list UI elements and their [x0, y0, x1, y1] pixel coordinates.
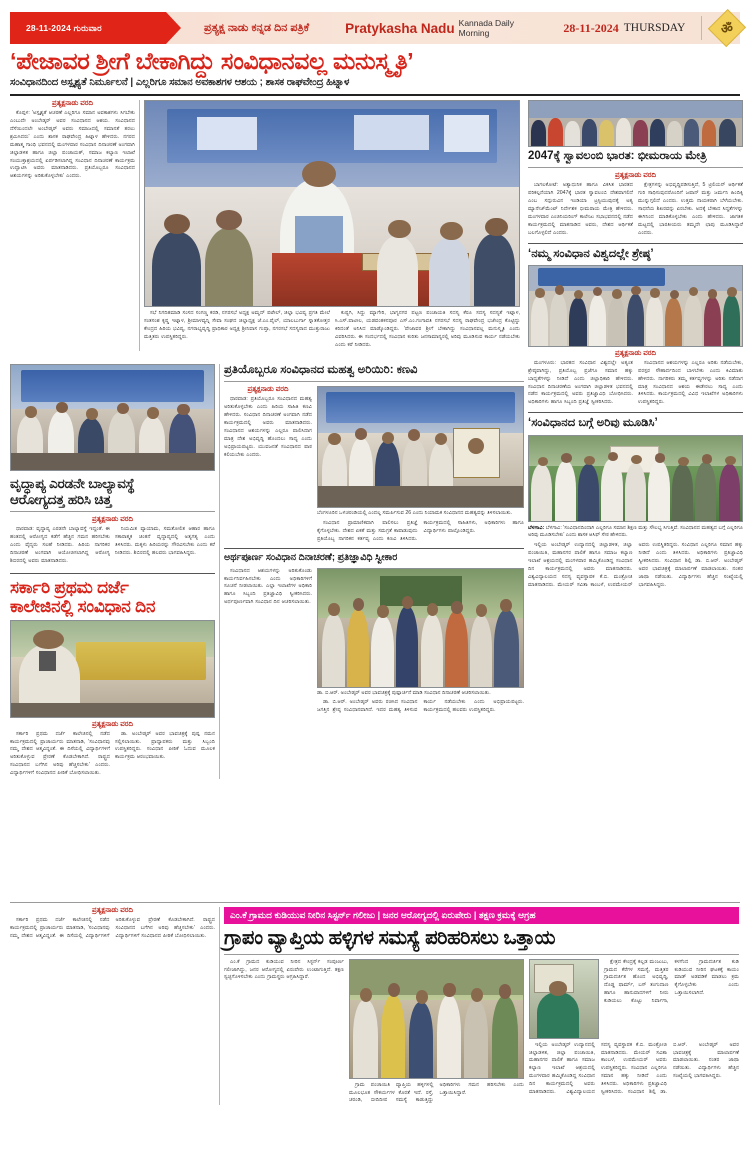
column-rule	[219, 364, 220, 779]
photo-officials-line	[528, 265, 743, 347]
paragraph: ಬಾಗಲಕೋಟೆ: ಅತ್ಯಾಧುನಿಕ ಹಾಗೂ ವಿಕಸಿತ ಭಾರತದ ಪರಿಕಲ್ಪನೆಯಾಗಿ 2047ಕ್ಕೆ ಭಾರತ ಸ್ವಾವಲಂಬಿ ದೇಶವಾಗಲಿದೆ ಎಂಬ ಸದ್ಗುರುವಿನ ಇಂಡಿಯಾ ಟ್ರಸ್ಟಿಯುವುದಕ್ಕೆ ಅತ್ಯ ಮ್ಯಾನೇಜ್‌ಮೆಂಟ್ ನಿರ್ದೇಶಕ ಭೀಮರಾಯ ಮೇತ್ರಿ ಹೇಳಿದರು. ಮಂಗಳವಾರ ಎಂಜಿನಿಯರಿಂಗ್ ಕಾಲೇಜು ಸಭಾಭವನದಲ್ಲಿ ನಡೆದ ಕಾರ್ಯಕ್ರಮದಲ್ಲಿ ಮಾತನಾಡಿದ ಅವರು, ದೇಶದ ಆರ್ಥಿಕತೆ ಬಲಗೊಳ್ಳಲಿದೆ ಎಂದರು.	[528, 182, 633, 236]
divider-thin	[10, 902, 740, 903]
divider-thin	[528, 167, 743, 168]
paragraph: ಕ್ಷೇತ್ರದ ಕೇಂದ್ರಕ್ಕೆ ಕಲ್ಲಡ ಮಂಜುಬು, ಗ್ರಾಮದ ಕೆರೆಗಳ ಸಮಸ್ಯೆ, ಮತ್ತಿತರ ಗ್ರಾಮದರ್ಜಿತ ಹೊಂದ ಅಭಿವೃದ್ಧಿ, ದೊಡ್ಡ ಫಾರ್ಮ್, ಬಸ್ ತಂಗುದಾಣ ಹಾಗೂ ಹಾನುವಾದಗಳಿಗೆ ನೀರು ಕುಡಿಯಲು ಕೊಟ್ಟು ನಿರ್ವಾಗಾ, ಕಳಗೆಂದ ಗ್ರಾಮದರ್ಜಿತ ಕುಡಿ ಕುಡಿಯುವ ನೀರಿನ ಘಟಕಕ್ಕೆ ಕಾಯಂ ಮಾಡ್ ಅಡವಡಿಕೆ ಮಾಡಲು ಕ್ರಮ ಕೈಗೊಳ್ಳಬೇಕು ಎಂದು ಒತ್ತಾಯಿಸಲಾಗಿದೆ.	[604, 958, 739, 1005]
paragraph: ಧಾರವಾಡ: ಪ್ರತಿಯೊಬ್ಬರೂ ಸಂವಿಧಾನದ ಮಹತ್ವ ಅರಿತುಕೊಳ್ಳಬೇಕು ಎಂದು ಹಿರಿಯ ಸಾಹಿತಿ ಕಣವಿ ಹೇಳಿದರು. ಸಂವಿಧಾನ ದಿನಾಚರಣೆ ಅಂಗವಾಗಿ ನಡೆದ ಕಾರ್ಯಕ್ರಮದಲ್ಲಿ ಅವರು ಮಾತನಾಡಿದರು. ಸಂವಿಧಾನದ ಆಶಯಗಳನ್ನು ಎಲ್ಲರೂ ಪಾಲಿಸಿದಾಗ ಮಾತ್ರ ದೇಶ ಅಭಿವೃದ್ಧಿ ಹೊಂದಲು ಸಾಧ್ಯ ಎಂದು ಅಭಿಪ್ರಾಯಪಟ್ಟರು. ಯುವಜನತೆ ಸಂವಿಧಾನದ ಪಾಠ ಕಲಿಯಬೇಕು ಎಂದರು.	[224, 396, 312, 458]
photo-dais-felicitation	[10, 364, 215, 471]
bottom-body-3	[604, 959, 739, 1006]
paragraph: ಸಂವಿಧಾನದ ಆಶಯಗಳನ್ನು ಅರಿತುಕೊಂಡು ಕಾರ್ಯನಿರ್ವಹಿಸಬೇಕು ಎಂದು ಅಧಿಕಾರಿಗಳಿಗೆ ಸೂಚನೆ ನೀಡಲಾಯಿತು. ಎಲ್ಲಾ ಇಲಾಖೆಗಳ ಅಧಿಕಾರಿ ಹಾಗೂ ಸಿಬ್ಬಂದಿ ಪ್ರತಿಜ್ಞಾವಿಧಿ ಸ್ವೀಕರಿಸಿದರು. ಅರ್ಥಪೂರ್ಣವಾಗಿ ಸಂವಿಧಾನ ದಿನ ಆಚರಿಸಲಾಯಿತು.	[224, 567, 312, 606]
center-column	[224, 364, 524, 779]
lead-body-3	[335, 310, 520, 350]
byline: ಪ್ರತ್ಯಕ್ಷನಾಡು ವರದಿ	[247, 386, 289, 394]
masthead-kannada-tagline: ಪ್ರತ್ಯಕ್ಷ ನಾಡು ಕನ್ನಡ ದಿನ ಪತ್ರಿಕೆ	[204, 21, 310, 34]
left-column	[10, 364, 215, 779]
byline: ಪ್ರತ್ಯಕ್ಷನಾಡು ವರದಿ	[92, 720, 133, 728]
lead-subheadline: ಸಂವಿಧಾನದಿಂದ ಅಸ್ಪೃಶ್ಯತೆ ನಿರ್ಮೂಲನೆ | ಎಲ್ಲರಿಗೂ ಸಮಾನ ಅವಕಾಶಗಳ ಆಶಯ ; ಶಾಸಕ ರಾಘವೇಂದ್ರ ಹಿಟ್ನಾಳ	[10, 77, 350, 89]
middle-section	[10, 364, 525, 779]
paragraph: ಧಾರವಾಡ: ವೃದ್ಧಾಪ್ಯ ಎರಡನೇ ಬಾಲ್ಯಾವಸ್ಥೆ ಇದ್ದಂತೆ. ಈ ಹಂತದಲ್ಲಿ ಆರೋಗ್ಯದ ಕಡೆಗೆ ಹೆಚ್ಚಿನ ಗಮನ ಹರಿಸಬೇಕು ಎಂದು ವೈದ್ಯರು ಸಲಹೆ ನೀಡಿದರು. ಹಿರಿಯ ನಾಗರಿಕರ ದಿನಾಚರಣೆ ಅಂಗವಾಗಿ ಆಯೋಜಿಸಲಾಗಿದ್ದ ಆರೋಗ್ಯ ಶಿಬಿರದಲ್ಲಿ ಅವರು ಮಾತನಾಡಿದರು.	[10, 526, 110, 564]
story-oldage-headline-line2: ಆರೋಗ್ಯದತ್ತ ಹರಿಸಿ ಚಿತ್ತ	[10, 491, 112, 507]
paragraph: ಇಲ್ಲಿಯ ಅಂಬೇಡ್ಕರ್ ಉದ್ಯಾನದಲ್ಲಿ ಜಿಲ್ಲಾಡಳಿತ, ಜಿಲ್ಲಾ ಪಂಚಾಯಿತಿ, ಮಹಾನಗರ ಪಾಲಿಕೆ ಹಾಗೂ ಸಮಾಜ ಕಲ್ಯಾಣ ಇಲಾಖೆ ಆಶ್ರಯದಲ್ಲಿ ಮಂಗಳವಾರ ಹಮ್ಮಿಕೊಂಡಿದ್ದ ಸಂವಿಧಾನ ದಿನ ಕಾರ್ಯಕ್ರಮದಲ್ಲಿ ಅವರು ಮಾತನಾಡಿದರು. ವಿಶ್ವವಿದ್ಯಾಲಯದ ಸದಸ್ಯ ವ್ಯವಸ್ಥಾಪಕ ಕೆ.ಬಿ. ಮಂತ್ರೋಜಿ ಮಾತನಾಡಿದರು. ಮೇಯರ್ ಸವಿತಾ ಕಾಂಬಳೆ, ಉಪಮೇಯರ್ ಅವರು ಉಪಸ್ಥಿತರಿದ್ದರು. ಸಂವಿಧಾನ ಎಲ್ಲರಿಗೂ ಸಮಾನ ಹಕ್ಕು ನೀಡಿದೆ ಎಂದು ತಿಳಿಸಿದರು. ಅಧಿಕಾರಿಗಳು ಪ್ರತಿಜ್ಞಾವಿಧಿ ಸ್ವೀಕರಿಸಿದರು. ಸಂವಿಧಾನ ಶಿಲ್ಪಿ ಡಾ. ಬಿ.ಆರ್. ಅಂಬೇಡ್ಕರ್ ಅವರ ಭಾವಚಿತ್ರಕ್ಕೆ ಮಾಲಾರ್ಪಣೆ ಮಾಡಲಾಯಿತು. ನಂತರ ಜಾಥಾ ನಡೆಯಿತು. ವಿದ್ಯಾರ್ಥಿಗಳು ಹೆಚ್ಚಿನ ಸಂಖ್ಯೆಯಲ್ಲಿ ಭಾಗವಹಿಸಿದ್ದರು.	[529, 1041, 739, 1096]
paragraph: ಕ್ಷೇತ್ರಗಳನ್ನು ಅಭಿವೃದ್ಧಿಪಡಿಸುತ್ತಿದೆ, 5 ಟ್ರಿಲಿಯನ್ ಆರ್ಥಿಕತೆ ಗುರಿ ಸಾಧಿಸುವುದರೊಂದಿಗೆ ಜಪಾನ್ ಮತ್ತು ಜರ್ಮನಿ ಹಿಂದಿಕ್ಕಿ ಮುನ್ನುಗ್ಗಲಿದೆ ಎಂದರು. ಉತ್ತಮ ನಾಯಕರಾಗಿ ಬೆಳೆಯಬೇಕು. ಸಾಧನೆಯ ಶಿಖರವನ್ನು ಏರಬೇಕು. ಅದಕ್ಕೆ ಬೇಕಾದ ಸಿದ್ಧತೆಗಳನ್ನು ಈಗಿನಿಂದ ಮಾಡಿಕೊಳ್ಳಬೇಕು ಎಂದು ಹೇಳಿದರು. ಜಾಗತಿಕ ಮಟ್ಟದಲ್ಲಿ ಭಾರತೀಯರು ತಮ್ಮದೇ ಛಾಪು ಮೂಡಿಸಿದ್ದಾರೆ ಎಂದರು.	[638, 182, 743, 236]
photo-speaker-podium	[144, 100, 520, 307]
bottom-body-4	[529, 1042, 739, 1097]
lead-col-1	[10, 100, 135, 351]
masthead-brand: Pratykasha Nadu	[345, 20, 455, 36]
photo-award-ceremony	[528, 435, 743, 522]
story-college-headline-line2: ಕಾಲೇಜಿನಲ್ಲಿ ಸಂವಿಧಾನ ದಿನ	[10, 596, 156, 616]
pratignya-col-1	[224, 568, 312, 716]
story-2047-body-1	[528, 182, 633, 237]
photo-portrait-garlanding	[317, 386, 524, 508]
bottom-section	[10, 898, 740, 1105]
story-best-constitution-headline: ‘ನಮ್ಮ ಸಂವಿಧಾನ ವಿಶ್ವದಲ್ಲೇ ಶ್ರೇಷ್ಠ’	[528, 247, 654, 260]
photo-ambedkar-tribute	[317, 568, 524, 688]
story-college-body-2	[115, 731, 215, 763]
story-pratignya-body-2	[317, 699, 524, 715]
story-kanavi-headline: ಪ್ರತಿಯೊಬ್ಬರೂ ಸಂವಿಧಾನದ ಮಹತ್ವ ಅರಿಯಿರಿ: ಕಣವಿ	[224, 364, 418, 376]
story-oldage-body-2	[115, 526, 215, 558]
divider-thin	[10, 511, 215, 512]
photo-group-assembly	[528, 100, 743, 147]
story-kanavi-body-2	[317, 520, 524, 544]
lead-body-2	[144, 310, 330, 342]
paragraph: ಡಾ. ಅಂಬೇಡ್ಕರ್ ಅವರ ಭಾವಚಿತ್ರಕ್ಕೆ ಪುಷ್ಪ ನಮನ ಸಲ್ಲಿಸಲಾಯಿತು. ಪ್ರಾಧ್ಯಾಪಕರು ಮತ್ತು ಸಿಬ್ಬಂದಿ ಉಪಸ್ಥಿತರಿದ್ದರು. ಸಂವಿಧಾನ ಪೀಠಿಕೆ ಓದುವ ಮೂಲಕ ಕಾರ್ಯಕ್ರಮ ಆರಂಭವಾಯಿತು.	[115, 730, 215, 761]
story-college-body-1	[10, 731, 110, 778]
masthead-divider	[701, 16, 702, 40]
story-awareness-body	[528, 542, 743, 590]
divider-thick	[10, 94, 740, 96]
story-oldage-body-1	[10, 526, 110, 566]
story-oldage-headline-line1: ವೃದ್ಧಾಪ್ಯ ಎರಡನೇ ಬಾಲ್ಯಾವಸ್ಥೆ	[10, 476, 135, 491]
dateline: ಬೆಳಗಾವಿ:	[528, 524, 545, 531]
bottom-portrait-photo-wrap	[529, 959, 599, 1039]
divider-thin	[224, 381, 524, 382]
lead-col-2	[144, 310, 330, 351]
photo-college-speaker	[10, 620, 215, 718]
paragraph: ಸಂವಿಧಾನ ಪ್ರಾಮಾಣಿಕವಾಗಿ ಪಾಲಿಸಲು ಪ್ರತಿಜ್ಞೆ ಕೈಗೊಳ್ಳಬೇಕು. ದೇಶದ ಏಕತೆ ಮತ್ತು ಸಮಗ್ರತೆ ಕಾಪಾಡುವುದು ಪ್ರತಿಯೊಬ್ಬ ನಾಗರಿಕನ ಕರ್ತವ್ಯ ಎಂದು ಕಣವಿ ತಿಳಿಸಿದರು. ಕಾರ್ಯಕ್ರಮದಲ್ಲಿ ಸಾಹಿತಿಗಳು, ಅಧಿಕಾರಿಗಳು ಹಾಗೂ ವಿದ್ಯಾರ್ಥಿಗಳು ಪಾಲ್ಗೊಂಡಿದ್ದರು.	[317, 520, 524, 542]
masthead-date-chip: 28-11-2024 ಗುರುವಾರ	[10, 12, 166, 44]
paragraph: ಸಭೆ ನಿಗದಿತಮಾಡಿ ಸಂಸದ ಸಂಗಣ್ಣ ಕರಡಿ, ನಗರಸಭೆ ಅಧ್ಯಕ್ಷ ಅಮ್ಜದ್ ಪಟೇಲ್, ಜಿಲ್ಲಾ ಭವಿಷ್ಯ ಪ್ರಗತಿ ಮೇಲೆ ಸಂತಸಂಶ ಕೃಷ್ಣ ಇಟ್ನಾಳ, ಶ್ರೀಮಾಳವ್ವನ್ನಿ ಸೇವಾ ಸಂಘದ ಜಿಲ್ಲಾಧ್ಯಕ್ಷ ಜೆ.ಎಂ.ಪೈಲ್, ಯಾಲಬುರ್ಗಾ ಸ್ನಾತಕೋತ್ತರ ಕೇಂದ್ರದ ಹಿರಿಯ ಭವಿಷ್ಯ, ನಗರಾಭ್ಯವೃದ್ಧಿ ಪ್ರಾಧಿಕಾರ ಅಧ್ಯಕ್ಷ ಶ್ರೀನಿವಾಸ ಗುಪ್ತಾ, ನಗರಸಭೆ ಸದಸ್ಯರಾದ ಮುತ್ತುರಾಜು ಮತ್ತಿತರು ಉಪಸ್ಥಿತರಿದ್ದರು.	[144, 310, 330, 340]
paragraph: ಸಂವಿಧಾನದ ಆಶಯಗಳನ್ನು ಎಲ್ಲರೂ ಅರಿತು ನಡೆಯಬೇಕು, ಪರಸ್ಪರ ಸೌಹಾರ್ದದಿಂದ ಬಾಳಬೇಕು ಎಂದು ಕಿವಿಮಾತು ಹೇಳಿದರು. ನಾಗರಿಕರು ತಮ್ಮ ಕರ್ತವ್ಯಗಳನ್ನು ಅರಿತು ನಡೆದಾಗ ಮಾತ್ರ ಸಂವಿಧಾನದ ಆಶಯ ಈಡೇರಲು ಸಾಧ್ಯ ಎಂದು ತಿಳಿಸಿದರು. ಕಾರ್ಯಕ್ರಮದಲ್ಲಿ ವಿವಿಧ ಇಲಾಖೆಗಳ ಅಧಿಕಾರಿಗಳು ಉಪಸ್ಥಿತರಿದ್ದರು.	[638, 359, 743, 406]
pratignya-col-photo	[317, 568, 524, 716]
photo-village-meeting	[349, 959, 524, 1079]
kanavi-col-photo	[317, 386, 524, 544]
story-awareness-headline: ‘ಸಂವಿಧಾನದ ಬಗ್ಗೆ ಅರಿವು ಮೂಡಿಸಿ’	[528, 417, 658, 430]
paragraph: ಎಂ.ಕೆ ಗ್ರಾಮದ ಕುಡಿಯುವ ನೀರಿನ ಸಿಸ್ಟರ್ನ್ ಸಂಪೂರ್ಣ ಗಲೀಜಾಗಿದ್ದು, ಜನರ ಆರೋಗ್ಯದಲ್ಲಿ ಏರುಪೇರು ಉಂಟಾಗುತ್ತಿದೆ. ತಕ್ಷಣ ಸ್ವಚ್ಛಗೊಳಿಸಬೇಕು ಎಂದು ಗ್ರಾಮಸ್ಥರು ಆಗ್ರಹಿಸಿದ್ದಾರೆ.	[224, 958, 344, 981]
photo-caption	[528, 525, 743, 541]
story-college-headline-line1: ಸರ್ಕಾರಿ ಪ್ರಥಮ ದರ್ಜೆ	[10, 577, 129, 597]
bottom-left-column	[10, 907, 215, 1105]
story-2047-body-2	[638, 182, 743, 237]
paragraph: ಇಲ್ಲಿಯ ಅಂಬೇಡ್ಕರ್ ಉದ್ಯಾನದಲ್ಲಿ ಜಿಲ್ಲಾಡಳಿತ, ಜಿಲ್ಲಾ ಪಂಚಾಯಿತಿ, ಮಹಾನಗರ ಪಾಲಿಕೆ ಹಾಗೂ ಸಮಾಜ ಕಲ್ಯಾಣ ಇಲಾಖೆ ಆಶ್ರಯದಲ್ಲಿ ಮಂಗಳವಾರ ಹಮ್ಮಿಕೊಂಡಿದ್ದ ಸಂವಿಧಾನ ದಿನ ಕಾರ್ಯಕ್ರಮದಲ್ಲಿ ಅವರು ಮಾತನಾಡಿದರು. ವಿಶ್ವವಿದ್ಯಾಲಯದ ಸದಸ್ಯ ವ್ಯವಸ್ಥಾಪಕ ಕೆ.ಬಿ. ಮಂತ್ರೋಜಿ ಮಾತನಾಡಿದರು. ಮೇಯರ್ ಸವಿತಾ ಕಾಂಬಳೆ, ಉಪಮೇಯರ್ ಅವರು ಉಪಸ್ಥಿತರಿದ್ದರು. ಸಂವಿಧಾನ ಎಲ್ಲರಿಗೂ ಸಮಾನ ಹಕ್ಕು ನೀಡಿದೆ ಎಂದು ತಿಳಿಸಿದರು. ಅಧಿಕಾರಿಗಳು ಪ್ರತಿಜ್ಞಾವಿಧಿ ಸ್ವೀಕರಿಸಿದರು. ಸಂವಿಧಾನ ಶಿಲ್ಪಿ ಡಾ. ಬಿ.ಆರ್. ಅಂಬೇಡ್ಕರ್ ಅವರ ಭಾವಚಿತ್ರಕ್ಕೆ ಮಾಲಾರ್ಪಣೆ ಮಾಡಲಾಯಿತು. ನಂತರ ಜಾಥಾ ನಡೆಯಿತು. ವಿದ್ಯಾರ್ಥಿಗಳು ಹೆಚ್ಚಿನ ಸಂಖ್ಯೆಯಲ್ಲಿ ಭಾಗವಹಿಸಿದ್ದರು.	[528, 542, 743, 588]
paragraph: ಕೊಪ್ಪಳ: 'ಅಸ್ಪೃಶ್ಯತೆ ಆಚರಣೆ ಎಲ್ಲರಿಗೂ ಸಮಾನ ಅವಕಾಶಗಳು ಸಿಗಬೇಕು ಎಂಬುದೇ ಅಂಬೇಡ್ಕರ್ ಅವರ ಸಂವಿಧಾನದ ಆಶಯ. ಸಂವಿಧಾನದ ದೆಸೆಯಿಂದಲೇ ಅಂಬೇಡ್ಕರ್ ಅವರು ಸಮಾಜದಲ್ಲಿ ಸಮಾನತೆ ತರಲು ಶ್ರಮಿಸಿದರು' ಎಂದು ಶಾಸಕ ರಾಘವೇಂದ್ರ ಹಿಟ್ನಾಳ ಹೇಳಿದರು. ನಗರದ ಮಹಾತ್ಮ ಗಾಂಧಿ ಭವನದಲ್ಲಿ ಮಂಗಳವಾರ ಸಂವಿಧಾನ ದಿನಾಚರಣೆ ಅಂಗವಾಗಿ ಜಿಲ್ಲಾಡಳಿತ ಹಾಗೂ ಜಿಲ್ಲಾ ಪಂಚಾಯತ್, ಸಮಾಜ ಕಲ್ಯಾಣ ಇಲಾಖೆ ಸಂಯುಕ್ತಾಶ್ರಯದಲ್ಲಿ ಏರ್ಪಡಿಸಲಾಗಿದ್ದ ಸಂವಿಧಾನ ದಿನಾಚರಣೆ ಕಾರ್ಯಕ್ರಮ ಉದ್ಘಾಟಿಸಿ ಅವರು ಮಾತನಾಡಿದರು. ಪ್ರತಿಯೊಬ್ಬರೂ ಸಂವಿಧಾನದ ಆಶಯಗಳನ್ನು ಅರಿತುಕೊಳ್ಳಬೇಕು' ಎಂದರು.	[10, 110, 136, 180]
bottom-headline: ಗ್ರಾಪಂ ವ್ಯಾಪ್ತಿಯ ಹಳ್ಳಿಗಳ ಸಮಸ್ಯೆ ಪರಿಹರಿಸಲು ಒತ್ತಾಯ	[224, 926, 556, 949]
om-glyph: ॐ	[721, 21, 734, 36]
story-best-body-1	[528, 360, 633, 407]
story-pratignya-headline: ಅರ್ಥಪೂರ್ಣ ಸಂವಿಧಾನ ದಿನಾಚರಣೆ; ಪ್ರತಿಜ್ಞಾವಿಧಿ ಸ್ವೀಕಾರ	[224, 551, 398, 563]
divider	[528, 412, 743, 413]
story-kanavi-body-1	[224, 396, 312, 459]
paragraph: ಸರ್ಕಾರಿ ಪ್ರಥಮ ದರ್ಜೆ ಕಾಲೇಜಿನಲ್ಲಿ ನಡೆದ ಕಾರ್ಯಕ್ರಮದಲ್ಲಿ ಪ್ರಾಚಾರ್ಯರು ಮಾತನಾಡಿ, 'ಸಂವಿಧಾನವು ನಮ್ಮ ದೇಶದ ಆತ್ಮವಿದ್ದಂತೆ. ಈ ದಿಸೆಯಲ್ಲಿ ವಿದ್ಯಾರ್ಥಿಗಳಿಗೆ ಅರಿತುಕೊಳ್ಳುವ ಪ್ರೇರಣೆ ಕೊಡಬೇಕಾಗಿದೆ. ರಾಷ್ಟ್ರದ ಸಂವಿಧಾನದ ಬಗೆಗಿನ ಅರಿವು ಹೆಚ್ಚಿಸಬೇಕು' ಎಂದರು. ವಿದ್ಯಾರ್ಥಿಗಳಿಗೆ ಸಂವಿಧಾನದ ಪೀಠಿಕೆ ಬೋಧಿಸಲಾಯಿತು.	[10, 730, 110, 777]
photo-woman-interview	[529, 959, 599, 1039]
bottom-col-photo	[349, 959, 524, 1106]
story-pratignya-body-1	[224, 568, 312, 608]
photo-caption: ಬೆಂಗಳೂರಿನ ಒಳಚರಂಡಿಯಲ್ಲಿ ಎಂದಲ್ಲ ಸಮರ್ಪಿಸುವ 26 ಎಂದು ನಿಯಾಮಕ ಸಂವಿಧಾನದ ಮಹತ್ವವನ್ನು ತಿಳಿಸಲಾಯಿತು.	[317, 510, 513, 517]
paragraph: ಕುಷ್ಟಗಿ, ಸಿದ್ದು ಮ್ಯಾಗೇರಿ, ಭಾಗ್ಯನಗರ ಪಟ್ಟಣ ಪಂಚಾಯತಿ ಸದಸ್ಯ ಕೆರೂ ಸದಸ್ಯ ಸದಸ್ಯತೆ ಇಟ್ನಾಳ, ಸಿ.ಎಸ್.ಪಾಟೀಲ, ಯಡವಂತಕನಪೂರ ಎಸ್.ಎಂ.ಗಂಗಾವತಿ ನಗರಸಭೆ ಸದಸ್ಯ ರಾಘವೇಂದ್ರ ಭಜೇಂದ್ರ ಕೊಟ್ಟಿದ್ದು ಕಿರಿದಂತೆ ಅನಿಸಿದ ಮಾಡ್ಕೊಂಡಿದ್ದರು. 'ಪೇಜಾವರ ಶ್ರೀಗೆ ಬೇಕಾಗಿದ್ದು ಸಂವಿಧಾನವಲ್ಲ ಮನುಸ್ಮೃತಿ ಎಂದು ವಿವರಿಸಿದರು. ಈ ಸಂದರ್ಭದಲ್ಲಿ ಸಂವಿಧಾನ ಕುರಿತು ಜನಸಾಮಾನ್ಯರಲ್ಲಿ ಅರಿವು ಮೂಡಿಸುವ ಕಾರ್ಯ ನಡೆಯಬೇಕು ಎಂದು ಕರೆ ನೀಡಿದರು.	[335, 310, 520, 348]
byline: ಪ್ರತ್ಯಕ್ಷನಾಡು ವರದಿ	[615, 349, 656, 357]
bottom-banner: ಎಂ.ಕೆ ಗ್ರಾಮದ ಕುಡಿಯುವ ನೀರಿನ ಸಿಸ್ಟರ್ನ್ ಗಲೀಜು | ಜನರ ಆರೋಗ್ಯದಲ್ಲಿ ಏರುಪೇರು | ತಕ್ಷಣ ಕ್ರಮಕ್ಕೆ ಆಗ್ರಹ	[224, 907, 739, 924]
lead-body-1	[10, 110, 135, 181]
bottom-body-1	[224, 959, 344, 983]
byline: ಪ್ರತ್ಯಕ್ಷನಾಡು ವರದಿ	[52, 100, 93, 108]
kanavi-col-1	[224, 386, 312, 544]
bottom-left-body	[10, 917, 215, 941]
paragraph: ಗ್ರಾಮ ಪಂಚಾಯಿತಿ ವ್ಯಾಪ್ತಿಯ ಹಳ್ಳಿಗಳಲ್ಲಿ ಮೂಲಭೂತ ಸೌಕರ್ಯಗಳ ಕೊರತೆ ಇದೆ. ರಸ್ತೆ, ಚರಂಡಿ, ಬೀದಿದೀಪ ಸಮಸ್ಯೆ ಕಾಡುತ್ತಿದ್ದು ಅಧಿಕಾರಿಗಳು ಗಮನ ಹರಿಸಬೇಕು ಎಂದು ಒತ್ತಾಯಿಸಿದ್ದಾರೆ.	[349, 1081, 524, 1104]
bottom-col-1	[224, 959, 344, 1106]
paragraph: ಸರ್ಕಾರಿ ಪ್ರಥಮ ದರ್ಜೆ ಕಾಲೇಜಿನಲ್ಲಿ ನಡೆದ ಕಾರ್ಯಕ್ರಮದಲ್ಲಿ ಪ್ರಾಚಾರ್ಯರು ಮಾತನಾಡಿ, 'ಸಂವಿಧಾನವು ನಮ್ಮ ದೇಶದ ಆತ್ಮವಿದ್ದಂತೆ. ಈ ದಿಸೆಯಲ್ಲಿ ವಿದ್ಯಾರ್ಥಿಗಳಿಗೆ ಅರಿತುಕೊಳ್ಳುವ ಪ್ರೇರಣೆ ಕೊಡಬೇಕಾಗಿದೆ. ರಾಷ್ಟ್ರದ ಸಂವಿಧಾನದ ಬಗೆಗಿನ ಅರಿವು ಹೆಚ್ಚಿಸಬೇಕು' ಎಂದರು. ವಿದ್ಯಾರ್ಥಿಗಳಿಗೆ ಸಂವಿಧಾನದ ಪೀಠಿಕೆ ಬೋಧಿಸಲಾಯಿತು.	[10, 917, 215, 939]
masthead-brand-subtitle: Kannada Daily Morning	[458, 18, 514, 38]
bottom-main-story	[224, 907, 739, 1105]
story-2047-headline: 2047ಕ್ಕೆ ಸ್ವಾವಲಂಬಿ ಭಾರತ: ಭೀಮರಾಯ ಮೇತ್ರಿ	[528, 150, 707, 163]
paragraph: ಮಂಗಳೂರು: ಭಾರತದ ಸಂವಿಧಾನ ವಿಶ್ವದಲ್ಲೇ ಅತ್ಯಂತ ಶ್ರೇಷ್ಠವಾಗಿದ್ದು, ಪ್ರತಿಯೊಬ್ಬ ಪ್ರಜೆಗೂ ಸಮಾನ ಹಕ್ಕು ಬಾಧ್ಯತೆಗಳನ್ನು ನೀಡಿದೆ ಎಂದು ಜಿಲ್ಲಾಧಿಕಾರಿ ಹೇಳಿದರು. ಸಂವಿಧಾನ ದಿನಾಚರಣೆಯ ಅಂಗವಾಗಿ ಜಿಲ್ಲಾಡಳಿತ ಭವನದಲ್ಲಿ ನಡೆದ ಕಾರ್ಯಕ್ರಮದಲ್ಲಿ ಅವರು ಪ್ರತಿಜ್ಞಾವಿಧಿ ಬೋಧಿಸಿದರು. ಅಧಿಕಾರಿಗಳು ಹಾಗೂ ಸಿಬ್ಬಂದಿ ಪ್ರತಿಜ್ಞೆ ಸ್ವೀಕರಿಸಿದರು.	[528, 359, 633, 406]
story-best-body-2	[638, 360, 743, 407]
page-title: ‘ಪೇಜಾವರ ಶ್ರೀಗೆ ಬೇಕಾಗಿದ್ದು ಸಂವಿಧಾನವಲ್ಲ ಮನುಸ್ಮೃತಿ’	[10, 48, 414, 74]
bottom-col-3	[529, 959, 739, 1106]
divider	[10, 573, 215, 574]
byline: ಪ್ರತ್ಯಕ್ಷನಾಡು ವರದಿ	[615, 172, 656, 180]
photo-caption: ಡಾ. ಬಿ.ಆರ್. ಅಂಬೇಡ್ಕರ್ ಅವರ ಭಾವಚಿತ್ರಕ್ಕೆ ಪುಷ್ಪಾರ್ಚನೆ ಮಾಡಿ ಸಂವಿಧಾನ ದಿನಾಚರಣೆ ಆಚರಿಸಲಾಯಿತು.	[317, 689, 491, 696]
bottom-body-2	[349, 1082, 524, 1106]
caption-text: ಬೆಳಗಾವಿ: 'ಸಂವಿಧಾನದಿಂದಾಗಿ ಎಲ್ಲರಿಗೂ ಸಮಾನ ಶಿಕ್ಷಣ ಮತ್ತು ಸೌಲಭ್ಯ ಸಿಗುತ್ತಿವೆ. ಸಂವಿಧಾನದ ಮಹತ್ವದ ಬಗ್ಗೆ ಎಲ್ಲರಿಗೂ ಅರಿವು ಮೂಡಿಸಬೇಕು' ಎಂದು ಶಾಸಕ ಆಸಿಫ್ ಸೇಠ ಹೇಳಿದರು.	[528, 524, 743, 539]
divider	[528, 243, 743, 244]
column-rule	[219, 907, 220, 1105]
om-logo-icon	[708, 9, 746, 47]
lead-col-3	[335, 310, 520, 351]
byline: ಪ್ರತ್ಯಕ್ಷನಾಡು ವರದಿ	[92, 516, 133, 524]
masthead-date-english: 28-11-2024	[563, 20, 619, 35]
masthead	[10, 12, 740, 44]
paragraph: ಡಾ. ಬಿ.ಆರ್. ಅಂಬೇಡ್ಕರ್ ಅವರು ರಚಿಸಿದ ಸಂವಿಧಾನ ಜಗತ್ತಿನ ಶ್ರೇಷ್ಠ ಸಂವಿಧಾನವಾಗಿದೆ. ಇದರ ಮಹತ್ವ ತಿಳಿಸುವ ಕಾರ್ಯ ನಡೆಯಬೇಕು ಎಂದು ಅಭಿಪ್ರಾಯಪಟ್ಟರು. ಕಾರ್ಯಕ್ರಮದಲ್ಲಿ ಹಲವರು ಉಪಸ್ಥಿತರಿದ್ದರು.	[317, 699, 524, 714]
lead-headline-block	[10, 48, 740, 89]
lead-col-photo	[144, 100, 520, 351]
column-rule	[139, 100, 140, 351]
divider-thin	[224, 954, 739, 955]
byline: ಪ್ರತ್ಯಕ್ಷನಾಡು ವರದಿ	[92, 907, 133, 914]
paragraph: ನಿಯಮಿತ ವ್ಯಾಯಾಮ, ಸಮತೋಲಿತ ಆಹಾರ ಹಾಗೂ ಸಕಾರಾತ್ಮಕ ಚಿಂತನೆ ವೃದ್ಧಾಪ್ಯದಲ್ಲಿ ಅತ್ಯಗತ್ಯ ಎಂದು ತಿಳಿಸಿದರು. ಮಕ್ಕಳು ಹಿರಿಯರನ್ನು ಗೌರವಿಸಬೇಕು ಎಂದು ಕರೆ ನೀಡಿದರು. ಶಿಬಿರದಲ್ಲಿ ಹಲವರು ಭಾಗವಹಿಸಿದ್ದರು.	[115, 526, 215, 556]
masthead-weekday: THURSDAY	[623, 22, 686, 34]
divider	[224, 548, 524, 549]
newspaper-page	[0, 12, 750, 1160]
right-column	[528, 100, 743, 590]
